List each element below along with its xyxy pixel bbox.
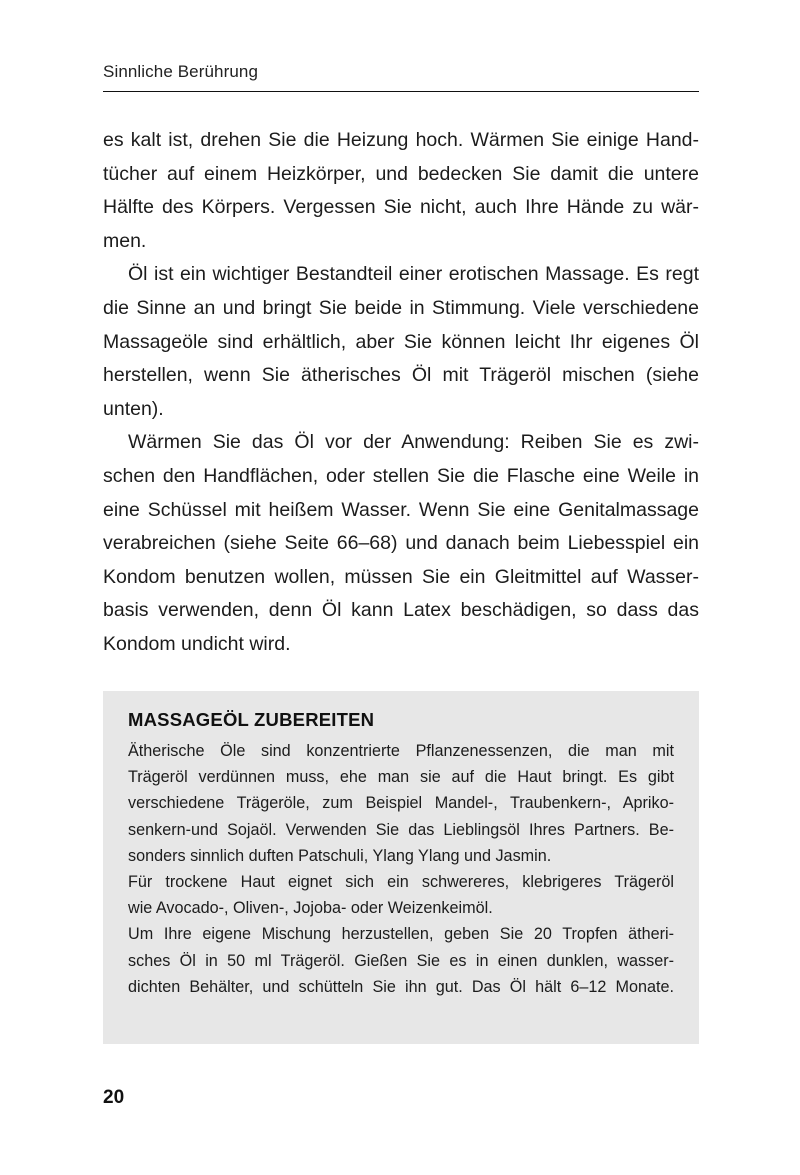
box-text-line: dichten Behälter, und schütteln Sie ihn gut. Das Öl hält 6–12 Monate.: [128, 977, 674, 996]
info-box: [103, 691, 699, 1044]
box-text-line: Trägeröl verdünnen muss, ehe man sie auf die Haut bringt. Es gibt: [128, 768, 674, 787]
text-line: schen den Handflächen, oder stellen Sie die Flasche eine Weile in: [103, 464, 699, 487]
box-text-line: verschiedene Trägeröle, zum Beispiel Mandel-, Traubenkern-, Apriko-: [128, 794, 674, 813]
text-line: Massageöle sind erhältlich, aber Sie können leicht Ihr eigenes Öl: [103, 330, 699, 353]
paragraph-3: [103, 426, 699, 661]
box-text-line: senkern-und Sojaöl. Verwenden Sie das Lieblingsöl Ihres Partners. Be-: [128, 820, 674, 839]
box-text-line: wie Avocado-, Oliven-, Jojoba- oder Weizenkeimöl.: [128, 899, 493, 918]
running-header: Sinnliche Berührung: [103, 62, 258, 81]
text-line: Kondom benutzen wollen, müssen Sie ein Gleitmittel auf Wasser-: [103, 565, 699, 588]
text-line: Hälfte des Körpers. Vergessen Sie nicht, auch Ihre Hände zu wär-: [103, 196, 699, 219]
text-line: herstellen, wenn Sie ätherisches Öl mit Trägeröl mischen (siehe: [103, 364, 699, 387]
text-line: die Sinne an und bringt Sie beide in Stimmung. Viele verschiedene: [103, 296, 699, 319]
text-line: unten).: [103, 397, 164, 420]
box-text-line: Für trockene Haut eignet sich ein schwereres, klebrigeres Trägeröl: [128, 873, 674, 892]
body-text: [103, 124, 699, 662]
text-line: Wärmen Sie das Öl vor der Anwendung: Reiben Sie es zwi-: [128, 431, 699, 454]
header-rule: [103, 91, 699, 92]
text-line: basis verwenden, denn Öl kann Latex beschädigen, so dass das: [103, 599, 699, 622]
box-text-line: sonders sinnlich duften Patschuli, Ylang Ylang und Jasmin.: [128, 846, 552, 865]
box-text-line: sches Öl in 50 ml Trägeröl. Gießen Sie es in einen dunklen, wasser-: [128, 951, 674, 970]
paragraph-1: [103, 124, 699, 258]
info-box-text: [128, 738, 674, 1000]
page-number: 20: [103, 1087, 125, 1108]
text-line: Kondom undicht wird.: [103, 632, 291, 655]
info-box-title: MASSAGEÖL ZUBEREITEN: [128, 709, 375, 730]
text-line: verabreichen (siehe Seite 66–68) und danach beim Liebesspiel ein: [103, 532, 699, 555]
text-line: men.: [103, 229, 147, 252]
text-line: tücher auf einem Heizkörper, und bedecken Sie damit die untere: [103, 162, 699, 185]
paragraph-2: [103, 258, 699, 426]
text-line: es kalt ist, drehen Sie die Heizung hoch. Wärmen Sie einige Hand-: [103, 129, 699, 151]
box-text-line: Um Ihre eigene Mischung herzustellen, geben Sie 20 Tropfen ätheri-: [128, 925, 674, 944]
text-line: eine Schüssel mit heißem Wasser. Wenn Sie eine Genitalmassage: [103, 498, 699, 521]
box-text-line: Ätherische Öle sind konzentrierte Pflanzenessenzen, die man mit: [128, 742, 674, 760]
text-line: Öl ist ein wichtiger Bestandteil einer erotischen Massage. Es regt: [128, 263, 699, 286]
